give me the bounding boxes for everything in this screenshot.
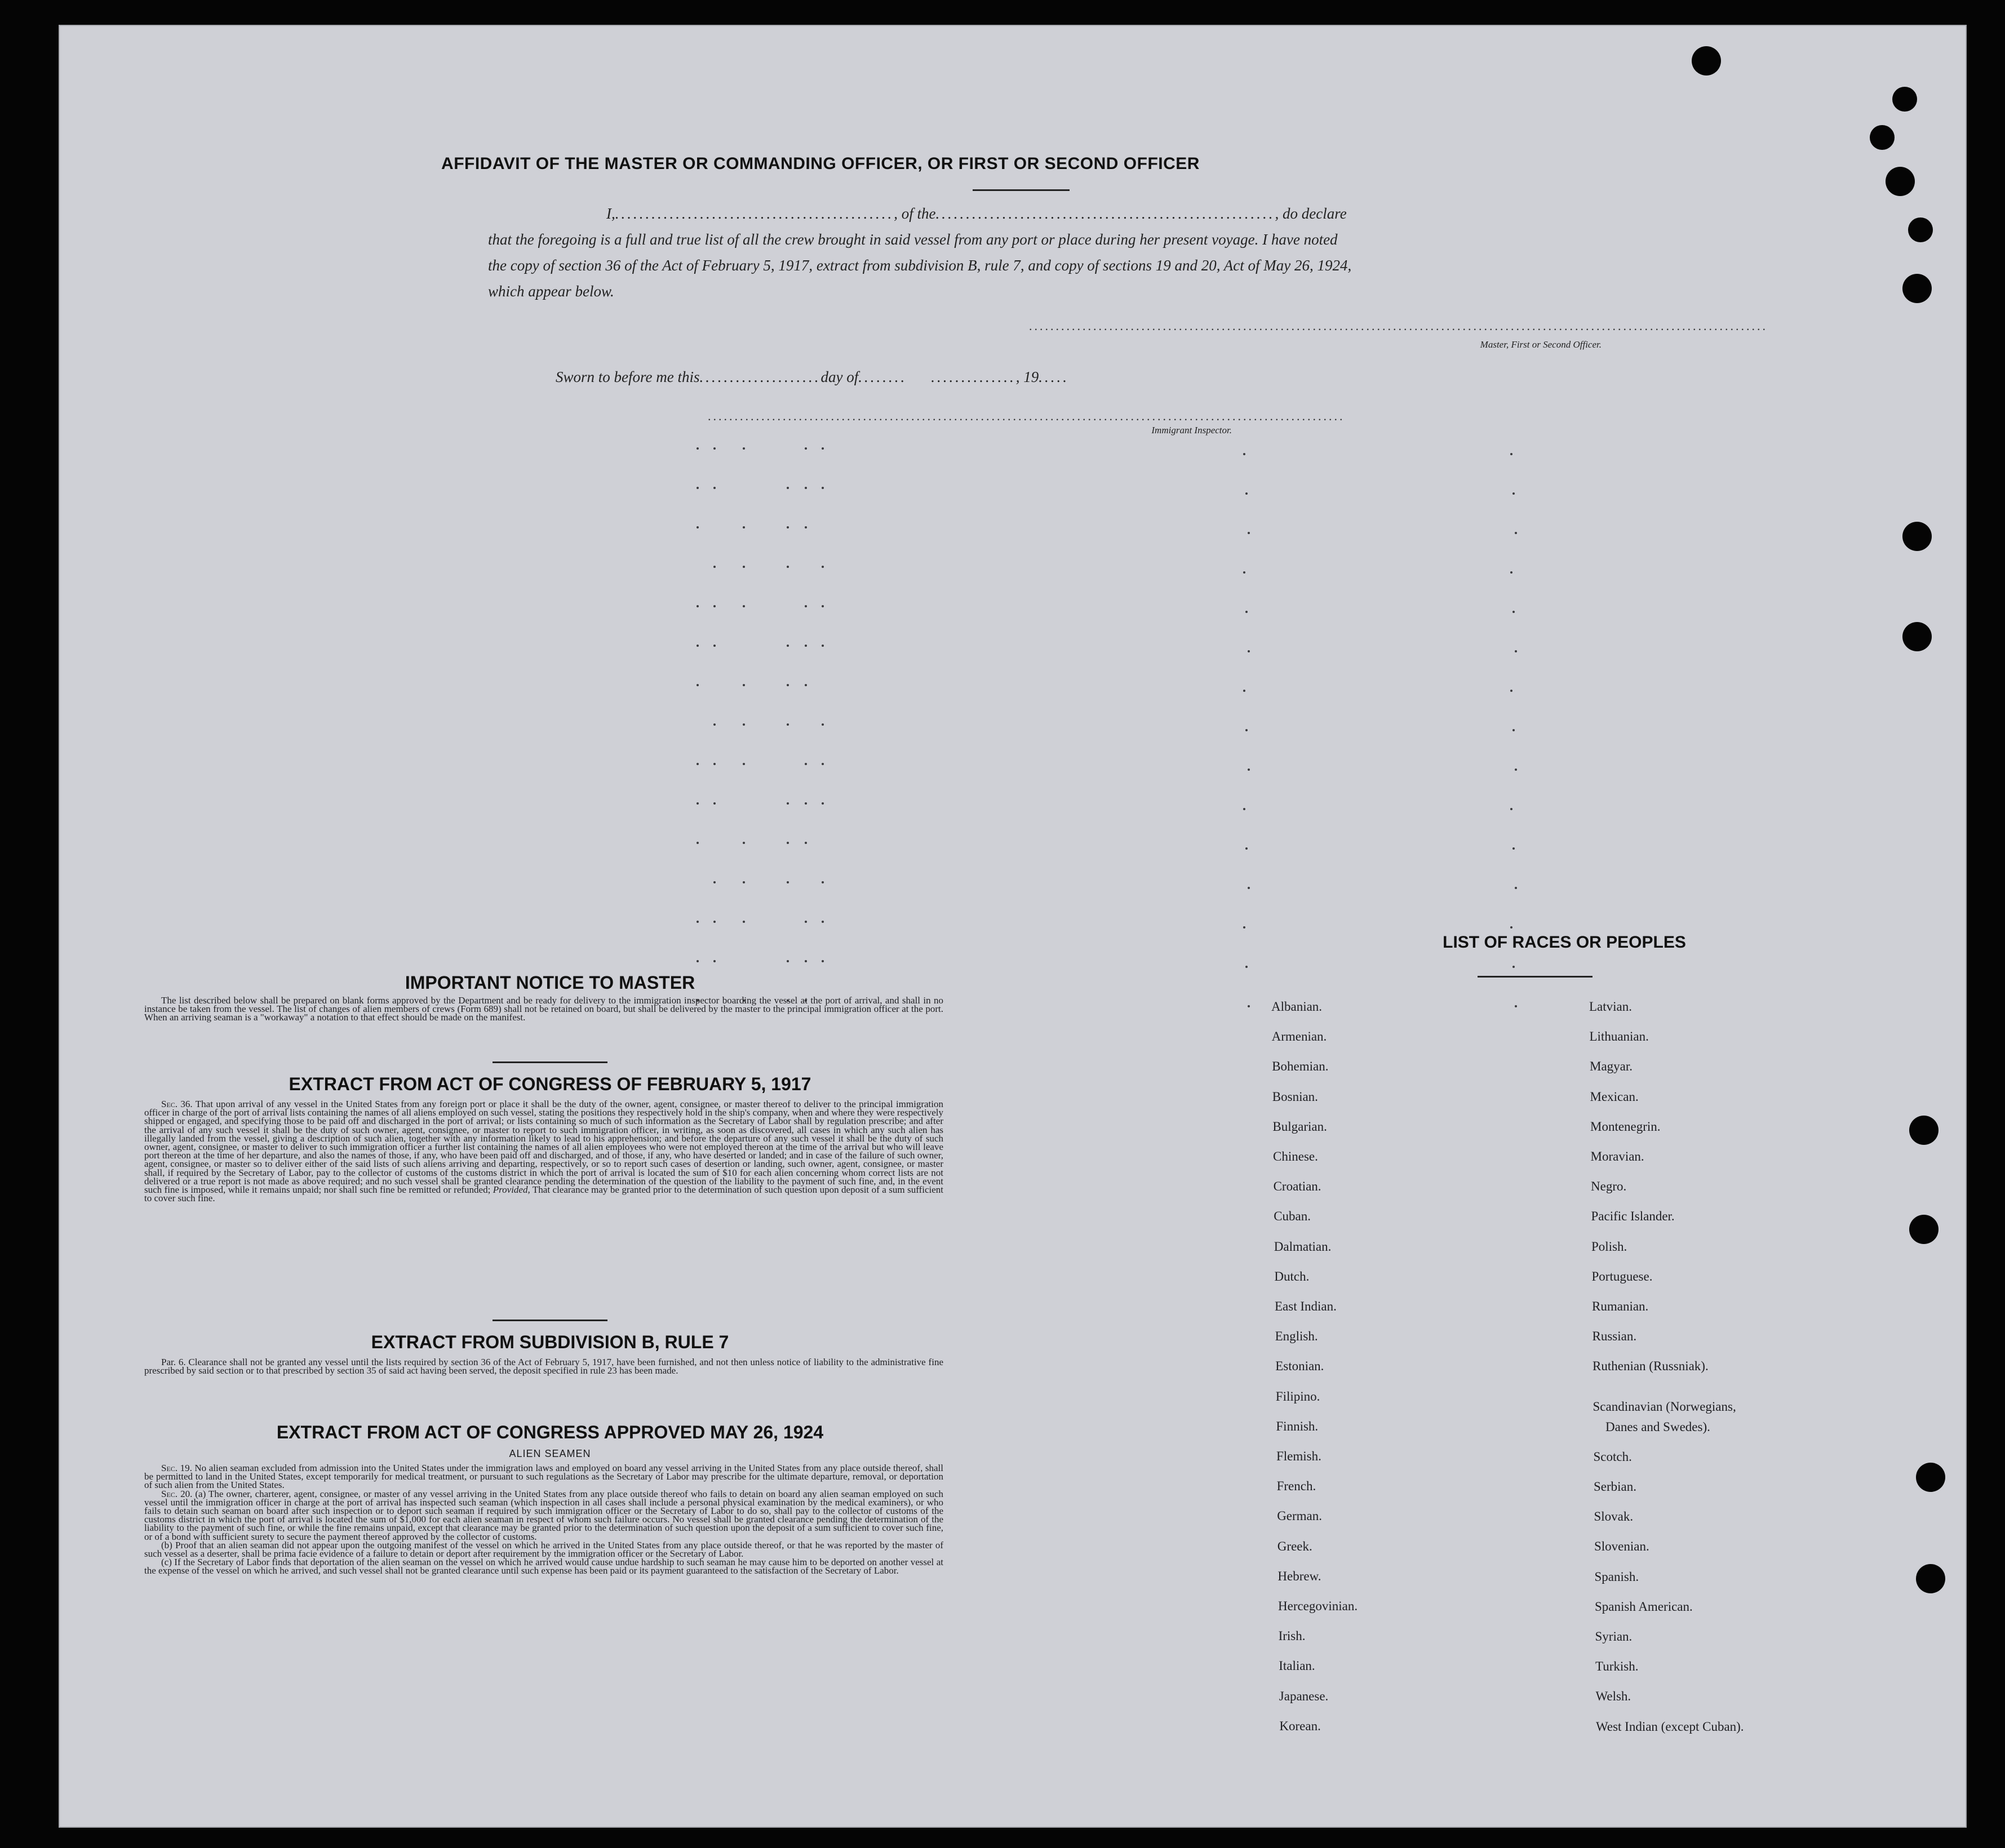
race-item: Estonian.	[1275, 1359, 1324, 1374]
form-dot	[713, 487, 716, 489]
race-item: West Indian (except Cuban).	[1596, 1719, 1744, 1734]
divider	[1478, 976, 1593, 978]
race-item: Mexican.	[1590, 1089, 1639, 1104]
race-item: Portuguese.	[1591, 1269, 1653, 1283]
affidavit-i: I,	[606, 205, 615, 222]
form-dot	[1245, 966, 1248, 968]
form-dot	[822, 605, 824, 607]
notice-paragraph: The list described below shall be prepared on blank forms approved by the Department and be ready for delivery to the immigration inspector boarding the vessel at the port of arrival, and shall in no instance be taken from the vessel. The list of changes of alien members of crews (Form 689) shall not be retained on board, but shall be delivered by the master to the principal immigration officer at the port. When an arriving seaman is a "workaway" a notation to that effect should be made on the manifest.	[144, 995, 943, 1023]
form-dot	[1515, 650, 1517, 652]
sec-36-label: Sec. 36.	[161, 1099, 193, 1109]
race-item: Negro.	[1591, 1179, 1627, 1194]
form-dot	[805, 487, 807, 489]
form-dot	[1510, 926, 1512, 929]
form-dot	[713, 763, 716, 765]
punch-hole	[1908, 217, 1933, 242]
punch-hole	[1916, 1463, 1945, 1492]
punch-hole	[1902, 622, 1932, 651]
form-dot	[713, 566, 716, 568]
race-item: Polish.	[1591, 1239, 1627, 1254]
form-dot	[743, 447, 745, 450]
form-dot	[1512, 966, 1515, 968]
race-item: Armenian.	[1271, 1029, 1327, 1044]
extract-1917-title: EXTRACT FROM ACT OF CONGRESS OF FEBRUARY 5, 1917	[289, 1074, 811, 1094]
form-dot	[1248, 650, 1250, 652]
form-dot	[822, 960, 824, 962]
divider	[493, 1320, 607, 1321]
race-item: Cuban.	[1274, 1209, 1311, 1224]
race-item: Dutch.	[1274, 1269, 1310, 1283]
form-dot	[743, 566, 745, 568]
rule-7-paragraph: Par. 6. Clearance shall not be granted any vessel until the lists required by section 36 of the Act of February 5, 1917, have been furnished, and not then unless notice of liability to the administrative fine prescribed by said section or to that prescribed by section 35 of said act having been served, the deposit specified in rule 23 has been made.	[144, 1357, 943, 1376]
form-dot	[743, 684, 745, 686]
form-dot	[822, 447, 824, 450]
form-dot	[787, 566, 789, 568]
form-dot	[713, 645, 716, 647]
form-dot	[713, 881, 716, 883]
form-dot	[697, 526, 699, 528]
race-item: Italian.	[1279, 1659, 1315, 1673]
form-dot	[697, 921, 699, 923]
signature-line: ..........................................................................................................................................	[1029, 319, 1768, 333]
form-dot	[805, 842, 807, 844]
year-text: , 19	[1015, 368, 1039, 385]
sec-19-label: Sec. 19.	[161, 1463, 192, 1473]
punch-hole	[1916, 1564, 1945, 1593]
punch-hole	[1902, 274, 1932, 303]
form-dot	[713, 723, 716, 726]
race-item: Spanish American.	[1595, 1599, 1693, 1614]
form-dot	[787, 723, 789, 726]
rule-7-text	[144, 1358, 943, 1375]
form-dot	[1245, 492, 1248, 495]
form-dot	[697, 447, 699, 450]
sec-36-end: That clearance may be granted prior to the determination of such question upon deposit of a sum sufficient to cover such fine.	[144, 1184, 943, 1204]
race-item: French.	[1276, 1479, 1316, 1494]
race-item: Magyar.	[1590, 1059, 1633, 1074]
form-dot	[822, 921, 824, 923]
form-dot	[743, 842, 745, 844]
form-dot	[805, 763, 807, 765]
document-page	[59, 25, 1967, 1828]
form-dot	[1248, 887, 1250, 889]
form-dot	[1510, 571, 1512, 574]
form-dot	[1515, 768, 1517, 771]
form-dot	[1512, 847, 1515, 850]
race-item: German.	[1277, 1509, 1323, 1523]
form-dot	[713, 921, 716, 923]
race-item: Ruthenian (Russniak).	[1593, 1359, 1709, 1374]
form-dot	[1248, 1005, 1250, 1007]
form-dot	[822, 763, 824, 765]
form-dot	[1243, 926, 1245, 929]
race-item: Bohemian.	[1272, 1059, 1329, 1074]
race-item: Scandinavian (Norwegians,	[1593, 1399, 1736, 1414]
race-item: Albanian.	[1271, 999, 1323, 1014]
form-dot	[1515, 887, 1517, 889]
form-dot	[1515, 1005, 1517, 1007]
form-dot	[713, 802, 716, 805]
form-dot	[805, 802, 807, 805]
form-dot	[1248, 768, 1250, 771]
punch-hole	[1909, 1215, 1939, 1244]
affidavit-title: AFFIDAVIT OF THE MASTER OR COMMANDING OFFICER, OR FIRST OR SECOND OFFICER	[441, 154, 1200, 173]
sec-20b-text: (b) Proof that an alien seaman did not appear upon the outgoing manifest of the vessel on which he arrived in the United States from any place outside thereof, or that he was reported by the master of such vessel as a deserter, shall be prima facie evidence of a failure to detain or deport after requirement by the immigration officer or the Secretary of Labor.	[144, 1539, 943, 1560]
form-dot	[697, 684, 699, 686]
sec-20c-text: (c) If the Secretary of Labor finds that deportation of the alien seaman on the vessel on which he arrived would cause undue hardship to such seaman he may cause him to be deported on another vessel at the expense of the vessel on which he arrived, and such vessel shall not be granted clearance until such expense has been paid or its payment guaranteed to the satisfaction of the Secretary of Labor.	[144, 1557, 943, 1576]
sec-19-text: No alien seaman excluded from admission into the United States under the immigration laws and employed on board any vessel arriving in the United States from any place outside thereof, shall be permitted to land in the United States, except temporarily for medical treatment, or pursuant to such regulations as the Secretary of Labor may prescribe for the ultimate departure, removal, or deportation of such alien from the United States.	[144, 1463, 943, 1491]
rule-7-title: EXTRACT FROM SUBDIVISION B, RULE 7	[371, 1332, 729, 1352]
divider	[973, 189, 1070, 191]
race-item: Welsh.	[1595, 1689, 1631, 1704]
form-dot	[697, 802, 699, 805]
affidavit-line-3: the copy of section 36 of the Act of February 5, 1917, extract from subdivision B, rule 7, and copy of sections 19 and 20, Act of May 26, 1924,	[488, 257, 1352, 274]
form-dot	[743, 605, 745, 607]
sworn-line: Sworn to before me this....................day of........ .............., 19.....	[556, 368, 1069, 385]
race-item: Montenegrin.	[1590, 1119, 1661, 1134]
races-title: LIST OF RACES OR PEOPLES	[1443, 933, 1686, 952]
day-of-text: day of	[820, 368, 859, 385]
form-dot	[1245, 847, 1248, 850]
race-item: Latvian.	[1589, 999, 1632, 1014]
form-dot	[743, 526, 745, 528]
punch-hole	[1902, 522, 1932, 551]
form-dot	[822, 487, 824, 489]
form-dot	[787, 802, 789, 805]
inspector-signature-line: .......................................................................................................................	[708, 409, 1345, 423]
race-item: Russian.	[1592, 1329, 1637, 1344]
race-item: Syrian.	[1595, 1629, 1633, 1643]
notice-text	[144, 996, 943, 1022]
form-dot	[1243, 690, 1245, 692]
race-item: Dalmatian.	[1274, 1239, 1332, 1254]
race-item: Rumanian.	[1592, 1299, 1649, 1313]
affidavit-line-1: I,.............................................., of the........................................................, do declare	[606, 205, 1347, 222]
form-dot	[1512, 729, 1515, 731]
race-item: Chinese.	[1273, 1149, 1318, 1163]
race-item: East Indian.	[1275, 1299, 1337, 1313]
form-dot	[805, 526, 807, 528]
form-dot	[805, 447, 807, 450]
form-dot	[1515, 532, 1517, 534]
form-dot	[713, 605, 716, 607]
race-item: Hercegovinian.	[1278, 1599, 1358, 1613]
extract-1924-text	[144, 1464, 943, 1575]
form-dot	[1510, 690, 1512, 692]
affidavit-do-declare: , do declare	[1275, 205, 1347, 222]
inspector-caption: Immigrant Inspector.	[1151, 425, 1232, 436]
race-item: Japanese.	[1279, 1689, 1329, 1703]
race-item: Serbian.	[1594, 1480, 1637, 1494]
form-dot	[787, 881, 789, 883]
affidavit-of-the: , of the	[894, 205, 936, 222]
form-dot	[1510, 453, 1512, 455]
punch-hole	[1909, 1116, 1939, 1145]
race-item: Flemish.	[1276, 1449, 1321, 1463]
form-dot	[743, 921, 745, 923]
form-dot	[697, 487, 699, 489]
form-dot	[1512, 611, 1515, 613]
form-dot	[822, 566, 824, 568]
form-dot	[787, 842, 789, 844]
form-dot	[713, 447, 716, 450]
race-item: Hebrew.	[1277, 1569, 1321, 1583]
form-dot	[787, 960, 789, 962]
form-dot	[822, 802, 824, 805]
sec-20-label: Sec. 20.	[161, 1488, 193, 1499]
form-dot	[743, 723, 745, 726]
notice-title: IMPORTANT NOTICE TO MASTER	[405, 972, 695, 993]
punch-hole	[1886, 167, 1915, 196]
race-item: Bulgarian.	[1272, 1119, 1327, 1134]
alien-seamen-subtitle: ALIEN SEAMEN	[509, 1448, 591, 1459]
punch-hole	[1870, 125, 1895, 150]
form-dot	[805, 605, 807, 607]
form-dot	[743, 763, 745, 765]
race-item: Croatian.	[1273, 1179, 1321, 1194]
form-dot	[1245, 611, 1248, 613]
form-dot	[787, 684, 789, 686]
race-item: Greek.	[1277, 1539, 1312, 1553]
race-item: Pacific Islander.	[1591, 1209, 1675, 1224]
form-dot	[1248, 532, 1250, 534]
race-item: Slovak.	[1594, 1509, 1634, 1524]
race-item: Finnish.	[1276, 1419, 1319, 1433]
form-dot	[1245, 729, 1248, 731]
form-dot	[787, 487, 789, 489]
sec-20a-text: (a) The owner, charterer, agent, consignee, or master of any vessel arriving in the United States from any place outside thereof who fails to detain on board any alien seaman employed on such vessel until the immigration officer in charge at the port of arrival has inspected such seaman (which inspection in all cases shall include a personal physical examination by the medical examiners), or who fails to detain such seaman on board after such inspection or to deport such seaman if required by such immigration officer or the Secretary of Labor to do so, shall pay to the collector of customs of the customs district in which the port of arrival is located the sum of $1,000 for each alien seaman in respect of whom such failure occurs. No vessel shall be granted clearance pending the determination of the liability to the payment of such fine, or while the fine remains unpaid, except that clearance may be granted prior to the determination of such question upon the deposit of a sum sufficient to cover such fine, or of a bond with sufficient surety to secure the payment thereof approved by the collector of customs.	[144, 1488, 943, 1542]
race-item: Bosnian.	[1272, 1089, 1318, 1104]
form-dot	[743, 881, 745, 883]
form-dot	[697, 645, 699, 647]
extract-1924-title: EXTRACT FROM ACT OF CONGRESS APPROVED MAY 26, 1924	[276, 1422, 824, 1442]
form-dot	[697, 960, 699, 962]
form-dot	[1512, 492, 1515, 495]
form-dot	[713, 960, 716, 962]
punch-hole	[1892, 87, 1917, 112]
form-dot	[1510, 808, 1512, 810]
form-dot	[697, 763, 699, 765]
form-dot	[805, 684, 807, 686]
form-dot	[1243, 453, 1245, 455]
form-dot	[805, 921, 807, 923]
form-dot	[1243, 808, 1245, 810]
form-dot	[822, 645, 824, 647]
sec-36-text: That upon arrival of any vessel in the United States from any foreign port or place it shall be the duty of the owner, agent, consignee, or master thereof to deliver to the principal immigration officer in charge of the port of arrival lists containing the names of all aliens employed on such vessel, stating the positions they respectively hold in the ship's company, when and where they were respectively shipped or engaged, and specifying those to be paid off and discharged in the port of arrival; or lists containing so much of such information as the Secretary of Labor shall by regulation prescribe; and after the arrival of any such vessel it shall be the duty of such owner, agent, consignee, or master to report to such immigration officer, in writing, as soon as discovered, all cases in which any such alien has illegally landed from the vessel, giving a description of such alien, together with any information likely to lead to his apprehension; and before the departure of any such vessel it shall be the duty of such owner, agent, consignee, or master to deliver to such immigration officer a further list containing the names of all alien employees who were not employed thereon at the time of the arrival but who will leave port thereon at the time of her departure, and also the names of those, if any, who have been paid off and discharged, and of those, if any, who have deserted or landed; and in case of the failure of such owner, agent, consignee, or master so to deliver either of the said lists of such aliens arriving and departing, respectively, or so to report such cases of desertion or landing, such owner, agent, consignee, or master shall, if required by the Secretary of Labor, pay to the collector of customs of the customs district in which the port of arrival is located the sum of $10 for each alien concerning whom correct lists are not delivered or a true report is not made as above required; and no such vessel shall be granted clearance pending the determination of the question of the liability to the payment of such fine, and, in the event such fine is imposed, while it remains unpaid; nor shall such fine be remitted or refunded;	[144, 1099, 944, 1196]
race-item: Filipino.	[1275, 1389, 1320, 1403]
form-dot	[822, 881, 824, 883]
form-dot	[787, 645, 789, 647]
punch-hole	[1692, 46, 1721, 75]
race-item: Spanish.	[1594, 1569, 1639, 1584]
affidavit-line-4: which appear below.	[488, 283, 614, 300]
form-dot	[822, 723, 824, 726]
proviso-label: Provided,	[493, 1184, 530, 1196]
race-item: Lithuanian.	[1589, 1029, 1649, 1044]
signature-caption: Master, First or Second Officer.	[1480, 339, 1602, 350]
affidavit-line-2: that the foregoing is a full and true list of all the crew brought in said vessel from any port or place during her present voyage. I have noted	[488, 231, 1338, 248]
race-item: Moravian.	[1590, 1149, 1644, 1163]
race-item: Danes and Swedes).	[1605, 1419, 1710, 1434]
race-item: Irish.	[1278, 1629, 1306, 1643]
race-item: Slovenian.	[1594, 1539, 1649, 1554]
form-dot	[697, 842, 699, 844]
race-item: Turkish.	[1595, 1659, 1639, 1674]
form-dot	[1243, 571, 1245, 574]
form-dot	[805, 960, 807, 962]
form-dot	[787, 526, 789, 528]
race-item: Scotch.	[1593, 1449, 1632, 1464]
form-dot	[697, 605, 699, 607]
race-item: English.	[1275, 1329, 1318, 1344]
form-dot	[805, 645, 807, 647]
race-item: Korean.	[1279, 1718, 1321, 1733]
divider	[493, 1061, 607, 1063]
extract-1917-text	[144, 1100, 943, 1202]
sworn-text: Sworn to before me this	[556, 368, 700, 385]
